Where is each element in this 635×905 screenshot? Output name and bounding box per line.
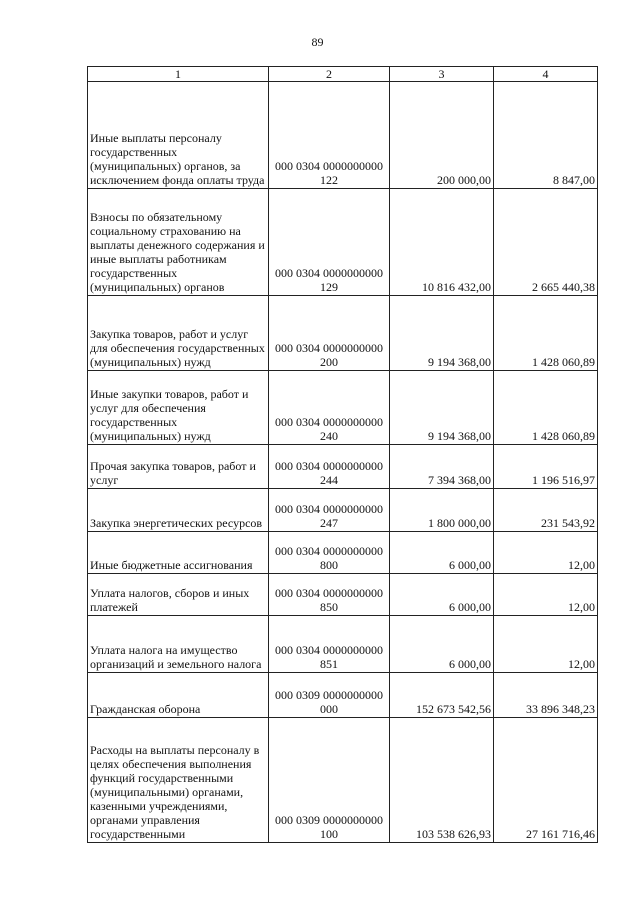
row-plan: 6 000,00 — [390, 532, 494, 574]
code-line1: 000 0309 0000000000 — [275, 688, 383, 702]
row-name: Иные закупки товаров, работ и услуг для обеспечения государственных (муниципальных) нужд — [88, 371, 269, 445]
row-fact: 33 896 348,23 — [494, 673, 598, 718]
code-line2: 800 — [320, 558, 338, 572]
code-line2: 244 — [320, 473, 338, 487]
row-fact: 8 847,00 — [494, 82, 598, 189]
code-line1: 000 0304 0000000000 — [275, 159, 383, 173]
row-code — [269, 489, 390, 532]
row-name: Уплата налога на имущество организаций и земельного налога — [88, 616, 269, 673]
table-row — [88, 371, 598, 445]
row-plan: 6 000,00 — [390, 574, 494, 616]
code-line2: 129 — [320, 280, 338, 294]
code-line2: 851 — [320, 657, 338, 671]
code-line1: 000 0304 0000000000 — [275, 502, 383, 516]
table-row — [88, 718, 598, 843]
table-row — [88, 296, 598, 371]
row-plan: 200 000,00 — [390, 82, 494, 189]
row-code — [269, 189, 390, 296]
code-line2: 247 — [320, 516, 338, 530]
table-header-row — [88, 67, 598, 82]
row-plan: 7 394 368,00 — [390, 445, 494, 489]
row-plan: 152 673 542,56 — [390, 673, 494, 718]
row-code — [269, 445, 390, 489]
row-code — [269, 371, 390, 445]
row-fact: 1 196 516,97 — [494, 445, 598, 489]
row-name: Взносы по обязательному социальному страхованию на выплаты денежного содержания и иные выплаты работникам государственных (муниципальных) органов — [88, 189, 269, 296]
code-line2: 000 — [320, 702, 338, 716]
code-line2: 850 — [320, 600, 338, 614]
row-code — [269, 718, 390, 843]
table-row — [88, 574, 598, 616]
row-plan: 6 000,00 — [390, 616, 494, 673]
row-plan: 10 816 432,00 — [390, 189, 494, 296]
code-line1: 000 0304 0000000000 — [275, 586, 383, 600]
code-line2: 200 — [320, 355, 338, 369]
table-row — [88, 82, 598, 189]
code-line1: 000 0304 0000000000 — [275, 266, 383, 280]
row-fact: 2 665 440,38 — [494, 189, 598, 296]
row-name: Иные бюджетные ассигнования — [88, 532, 269, 574]
row-code — [269, 673, 390, 718]
header-cell: 3 — [390, 67, 494, 82]
row-code — [269, 574, 390, 616]
row-fact: 27 161 716,46 — [494, 718, 598, 843]
row-name: Закупка энергетических ресурсов — [88, 489, 269, 532]
table-row — [88, 616, 598, 673]
table-row — [88, 445, 598, 489]
row-fact: 12,00 — [494, 532, 598, 574]
row-name: Расходы на выплаты персоналу в целях обеспечения выполнения функций государственными (муниципальными) органами, казенными учреждениями, органами управления государственными — [88, 718, 269, 843]
row-fact: 12,00 — [494, 616, 598, 673]
code-line1: 000 0304 0000000000 — [275, 415, 383, 429]
code-line1: 000 0304 0000000000 — [275, 544, 383, 558]
row-name: Иные выплаты персоналу государственных (муниципальных) органов, за исключением фонда оплаты труда — [88, 82, 269, 189]
code-line2: 240 — [320, 429, 338, 443]
row-plan: 1 800 000,00 — [390, 489, 494, 532]
header-cell: 2 — [269, 67, 390, 82]
code-line1: 000 0309 0000000000 — [275, 813, 383, 827]
table-row — [88, 489, 598, 532]
row-fact: 1 428 060,89 — [494, 296, 598, 371]
row-plan: 9 194 368,00 — [390, 371, 494, 445]
code-line1: 000 0304 0000000000 — [275, 341, 383, 355]
row-code — [269, 616, 390, 673]
code-line1: 000 0304 0000000000 — [275, 459, 383, 473]
table-row — [88, 189, 598, 296]
row-fact: 12,00 — [494, 574, 598, 616]
page-number: 89 — [311, 35, 324, 49]
row-code — [269, 532, 390, 574]
code-line2: 122 — [320, 173, 338, 187]
row-plan: 9 194 368,00 — [390, 296, 494, 371]
code-line2: 100 — [320, 827, 338, 841]
table-row — [88, 532, 598, 574]
header-cell: 4 — [494, 67, 598, 82]
row-code — [269, 296, 390, 371]
table-row — [88, 673, 598, 718]
row-name: Гражданская оборона — [88, 673, 269, 718]
row-plan: 103 538 626,93 — [390, 718, 494, 843]
code-line1: 000 0304 0000000000 — [275, 643, 383, 657]
row-fact: 1 428 060,89 — [494, 371, 598, 445]
row-fact: 231 543,92 — [494, 489, 598, 532]
row-code — [269, 82, 390, 189]
row-name: Прочая закупка товаров, работ и услуг — [88, 445, 269, 489]
header-cell: 1 — [88, 67, 269, 82]
row-name: Закупка товаров, работ и услуг для обеспечения государственных (муниципальных) нужд — [88, 296, 269, 371]
row-name: Уплата налогов, сборов и иных платежей — [88, 574, 269, 616]
budget-table — [87, 66, 598, 843]
